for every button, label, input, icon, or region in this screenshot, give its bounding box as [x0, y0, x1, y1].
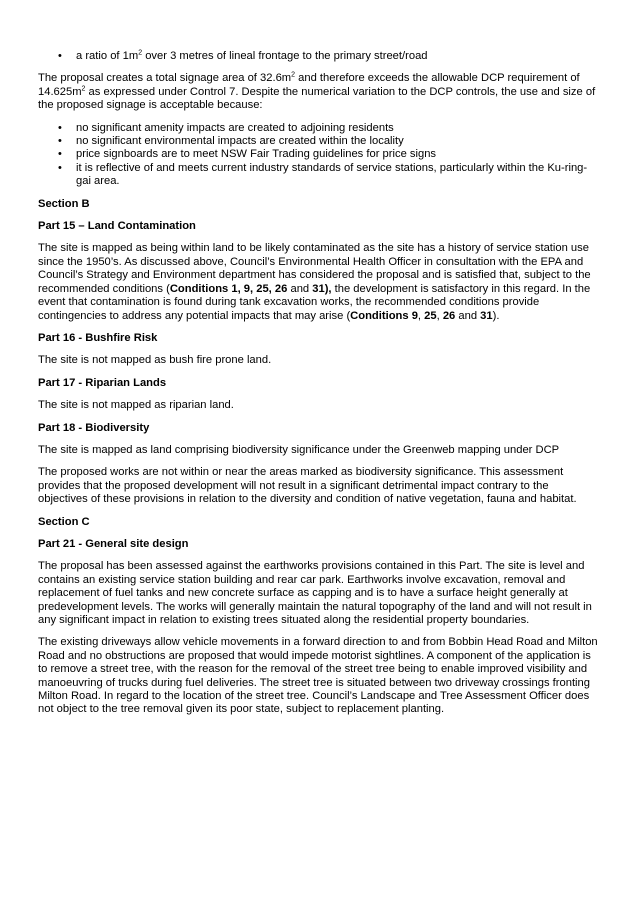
signage-paragraph — [38, 72, 600, 112]
intro-bullet-list — [38, 50, 600, 63]
text-run: The proposal creates a total signage area of 32.6m — [38, 72, 292, 85]
part18-heading: Part 18 - Biodiversity — [38, 421, 150, 434]
bold-run: 25 — [424, 309, 437, 322]
part17-paragraph: The site is not mapped as riparian land. — [38, 399, 234, 412]
section-heading-b: Section B — [38, 197, 90, 210]
text-run: , — [417, 309, 425, 322]
part16-heading: Part 16 - Bushfire Risk — [38, 331, 158, 344]
bold-run: Conditions 1, 9, 25, 26 — [169, 282, 288, 295]
superscript: 2 — [291, 71, 296, 79]
text-run: and — [287, 282, 313, 295]
list-item: • no significant environmental impacts are created within the locality — [76, 135, 600, 148]
part15-heading: Part 15 – Land Contamination — [38, 220, 196, 233]
text-run: as expressed under Control 7. Despite the numerical variation to the DCP controls, the use and size of the proposed signage is acceptable because: — [38, 85, 596, 112]
bold-run: 26 — [442, 309, 456, 322]
list-item: • it is reflective of and meets current industry standards of service stations, particularly within the Ku-ring-gai area. — [76, 162, 600, 189]
text-run: , — [436, 309, 443, 322]
part21-heading: Part 21 - General site design — [38, 537, 189, 550]
bold-run: Conditions 9 — [350, 309, 418, 322]
bullet-text: a ratio of 1m — [76, 50, 139, 62]
part21-paragraph-2: The existing driveways allow vehicle movements in a forward direction to and from Bobbin Head Road and Milton Road and no obstructions are proposed that would impede motorist sightlines. A component of the application is to remove a street tree, with the reason for the removal of the street tree being to enable improved visibility and manoeuvring of trucks during fuel deliveries. The street tree is situated between two driveway crossings fronting Milton Road. In regard to the location of the street tree. Council’s Landscape and Tree Assessment Officer does not object to the tree removal given its poor state, subject to replacement planting. — [38, 636, 598, 716]
reasons-list — [38, 122, 600, 189]
text-run: and — [455, 309, 481, 322]
part18-paragraph-2: The proposed works are not within or near the areas marked as biodiversity significance. This assessment provides that the proposed development will not result in a significant detrimental impact contrary to the objectives of these provisions in relation to the diversity and condition of native vegetation, fauna and habitat. — [38, 466, 577, 506]
section-heading-c: Section C — [38, 515, 90, 528]
list-item — [76, 50, 600, 63]
list-item: • no significant amenity impacts are created to adjoining residents — [76, 122, 600, 135]
part21-paragraph-1: The proposal has been assessed against the earthworks provisions contained in this Part. The site is level and contains an existing service station building and rear car park. Earthworks involve excavation, removal and replacement of fuel tanks and new concrete surface as capping and is to have a surface height generally at predevelopment levels. The works will generally maintain the natural topography of the land and will not result in any significant impact in relation to existing trees situated along the residential property boundaries. — [38, 560, 592, 626]
text-run: and therefore exceeds the allowable DCP requirement of 14.625m — [38, 72, 580, 98]
part16-paragraph: The site is not mapped as bush fire prone land. — [38, 354, 272, 367]
superscript: 2 — [81, 85, 86, 93]
list-item: • price signboards are to meet NSW Fair Trading guidelines for price signs — [76, 148, 600, 161]
text-run: the development is satisfactory in this regard. In the event that contamination is found during tank excavation works, the recommended conditions provide contingencies to address any potential impacts that may arise ( — [38, 282, 591, 322]
bullet-text: over 3 metres of lineal frontage to the primary street/road — [142, 50, 428, 62]
superscript: 2 — [138, 49, 143, 57]
part15-paragraph — [38, 242, 600, 322]
bold-run: 31), — [312, 282, 332, 295]
bold-run: 31 — [480, 309, 493, 322]
part17-heading: Part 17 - Riparian Lands — [38, 376, 167, 389]
part18-paragraph-1: The site is mapped as land comprising biodiversity significance under the Greenweb mapping under DCP — [38, 443, 560, 456]
text-run: The site is mapped as being within land to be likely contaminated as the site has a history of service station use since the 1950’s. As discussed above, Council’s Environmental Health Officer in consultation with the EPA and Council’s Strategy and Environment department has considered the proposal and is satisfied that, subject to the recommended conditions ( — [38, 242, 591, 295]
text-run: ). — [492, 309, 500, 322]
